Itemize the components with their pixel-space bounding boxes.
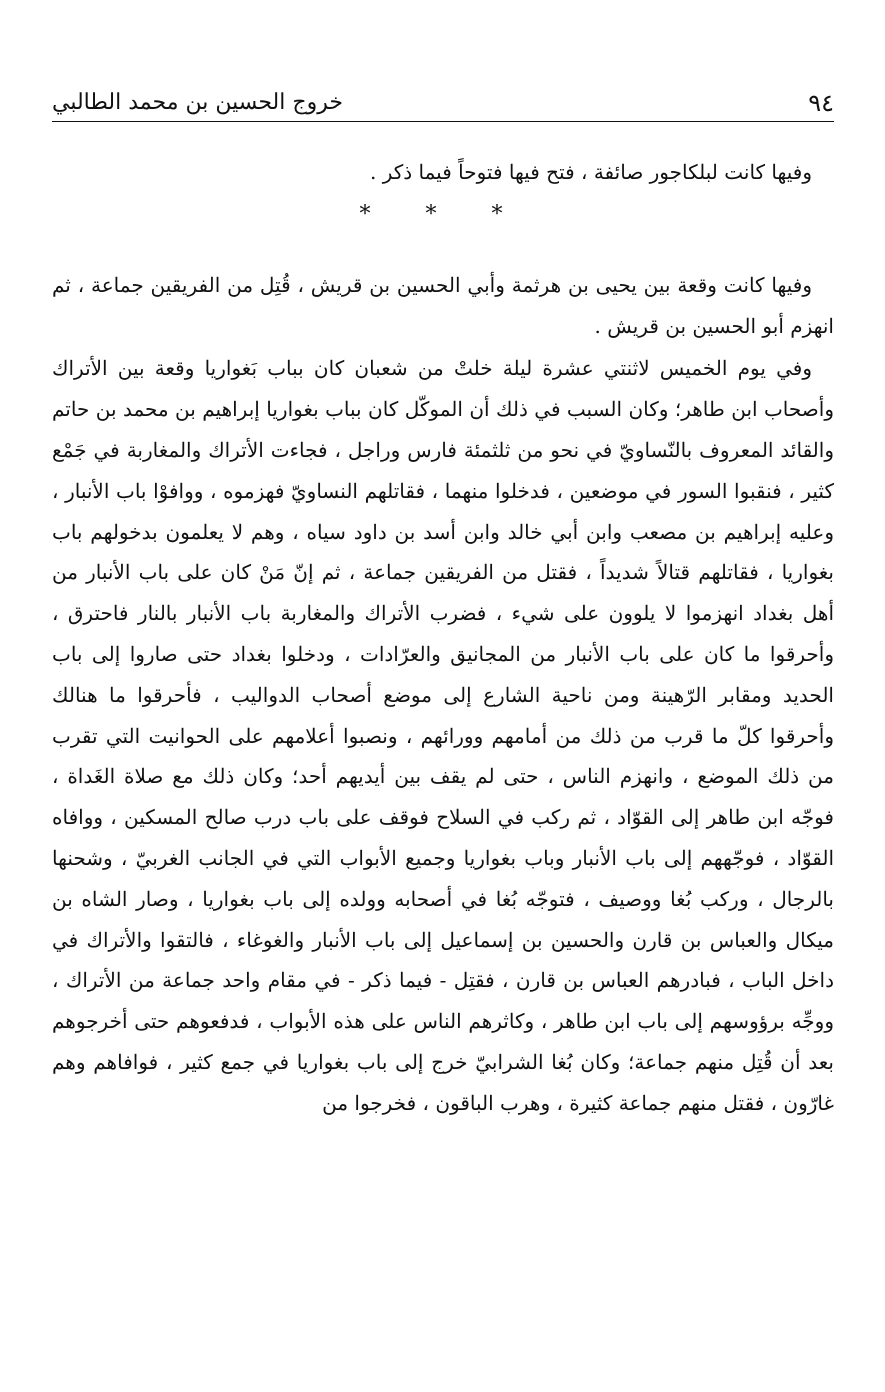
- running-title: خروج الحسين بن محمد الطالبي: [52, 90, 343, 115]
- page-header: [52, 84, 834, 118]
- paragraph: وفي يوم الخميس لاثنتي عشرة ليلة خلتْ من شعبان كان بباب بَغواريا وقعة بين الأتراك وأصحاب ابن طاهر؛ وكان السبب في ذلك أن الموكّل كان بباب بغواريا إبراهيم بن محمد بن حاتم والقائد المعروف بالنّساويّ في نحو من ثلثمئة فارس وراجل ، فجاءت الأتراك والمغاربة في جَمْع كثير ، فنقبوا السور في موضعين ، فدخلوا منهما ، فقاتلهم النساويّ فهزموه ، ووافوْا باب الأنبار ، وعليه إبراهيم بن مصعب وابن أبي خالد وابن أسد بن داود سياه ، وهم لا يعلمون بدخولهم باب بغواريا ، فقاتلهم قتالاً شديداً ، فقتل من الفريقين جماعة ، ثم إنّ مَنْ كان على باب الأنبار من أهل بغداد انهزموا لا يلوون على شيء ، فضرب الأتراك والمغاربة باب الأنبار بالنار فاحترق ، وأحرقوا ما كان على باب الأنبار من المجانيق والعرّادات ، ودخلوا بغداد حتى صاروا إلى باب الحديد ومقابر الرّهينة ومن ناحية الشارع إلى موضع أصحاب الدواليب ، فأحرقوا ما هنالك وأحرقوا كلّ ما قرب من ذلك من أمامهم وورائهم ، ونصبوا أعلامهم على الحوانيت التي تقرب من ذلك الموضع ، وانهزم الناس ، حتى لم يقف بين أيديهم أحد؛ وكان ذلك مع صلاة الغَداة ، فوجّه ابن طاهر إلى القوّاد ، ثم ركب في السلاح فوقف على باب درب صالح المسكين ، ووافاه القوّاد ، فوجّههم إلى باب الأنبار وباب بغواريا وجميع الأبواب التي في الجانب الغربيّ ، وشحنها بالرجال ، وركب بُغا ووصيف ، فتوجّه بُغا في أصحابه وولده إلى باب بغواريا ، وصار الشاه بن ميكال والعباس بن قارن والحسين بن إسماعيل إلى باب الأنبار والغوغاء ، فالتقوا والأتراك في داخل الباب ، فبادرهم العباس بن قارن ، فقتِل - فيما ذكر - في مقام واحد جماعة من الأتراك ، ووجِّه برؤوسهم إلى باب ابن طاهر ، وكاثرهم الناس على هذه الأبواب ، فدفعوهم حتى أخرجوهم بعد أن قُتِل منهم جماعة؛ وكان بُغا الشرابيّ خرج إلى باب بغواريا في جمع كثير ، فوافاهم وهم غارّون ، فقتل منهم جماعة كثيرة ، وهرب الباقون ، فخرجوا من: [52, 356, 834, 1115]
- page-body: [52, 152, 834, 1124]
- section-break-ornament: * * *: [359, 201, 527, 227]
- paragraph: وفيها كانت لبلكاجور صائفة ، فتح فيها فتوحاً فيما ذكر .: [369, 160, 812, 184]
- page-number: ٩٤: [808, 89, 834, 117]
- header-divider: [52, 121, 834, 122]
- paragraph: وفيها كانت وقعة بين يحيى بن هرثمة وأبي الحسين بن قريش ، قُتِل من الفريقين جماعة ، ثم انهزم أبو الحسين بن قريش .: [52, 272, 834, 338]
